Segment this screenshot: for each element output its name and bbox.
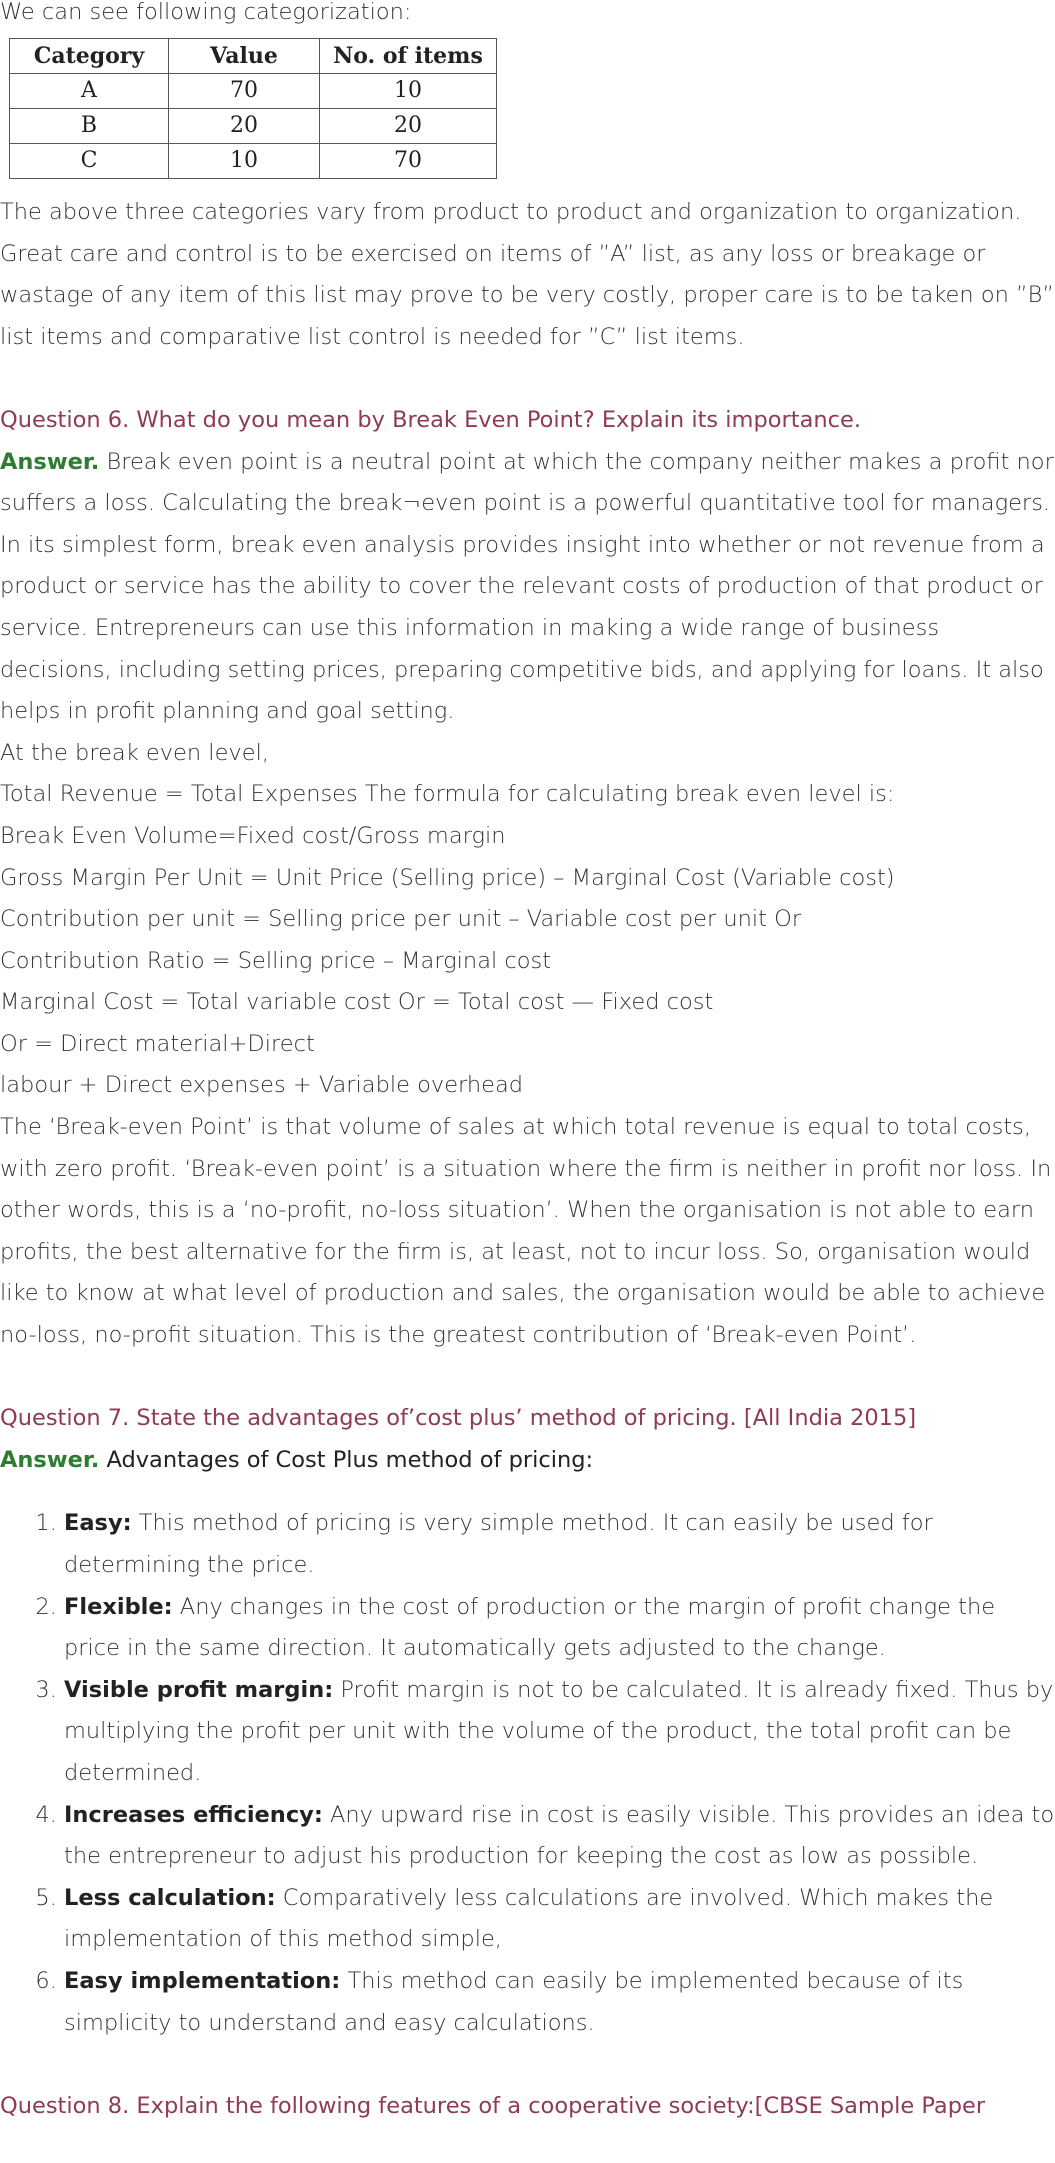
table-header-row [10,39,497,74]
list-item [64,1795,1055,1878]
header-no-of-items: No. of items [320,39,497,74]
question-8-heading: Question 8. Explain the following features of a cooperative society:[CBSE Sample Paper [0,2092,986,2119]
question-6-answer [0,442,1055,733]
formula-line: Break Even Volume=Fixed cost/Gross margin [0,822,506,849]
break-even-closing-paragraph: The ‘Break-even Point’ is that volume of sales at which total revenue is equal to total costs, with zero profit. ‘Break-even point’ is a situation where the firm is neither in profit nor loss. In other words, this is a ‘no-profit, no-loss situation’. When the organisation is not able to earn profits, the best alternative for the firm is, at least, not to incur loss. So, organisation would like to know at what level of production and sales, the organisation would be able to achieve no-loss, no-profit situation. This is the greatest contribution of ‘Break-even Point’. [0,1114,1052,1349]
formula-line: Contribution per unit = Selling price per unit – Variable cost per unit Or [0,906,802,933]
table-row [10,74,497,109]
spacer [0,358,1055,400]
list-item [64,1670,1055,1795]
formula-line: Or = Direct material+Direct [0,1030,315,1057]
list-item-text: This method can easily be implemented because of its simplicity to understand and easy calculations. [64,1967,964,2036]
category-table [9,38,497,179]
list-item-text: Any upward rise in cost is easily visible. This provides an idea to the entrepreneur to adjust his production for keeping the cost as low as possible. [64,1801,1055,1870]
list-item-text: Comparatively less calculations are involved. Which makes the implementation of this method simple, [64,1884,994,1953]
formula-line: Contribution Ratio = Selling price – Marginal cost [0,947,552,974]
formula-line: Marginal Cost = Total variable cost Or = Total cost — Fixed cost [0,989,714,1016]
list-item [64,1587,1055,1670]
header-value: Value [169,39,320,74]
formula-line: Gross Margin Per Unit = Unit Price (Selling price) – Marginal Cost (Variable cost) [0,864,895,891]
spacer [0,2044,1055,2086]
table-cell: 10 [169,144,320,179]
header-category: Category [10,39,169,74]
list-item-term: Visible profit margin: [64,1676,334,1703]
question-6-heading: Question 6. What do you mean by Break Even Point? Explain its importance. [0,406,861,433]
answer-label: Answer. [0,1446,100,1473]
formula-line: At the break even level, [0,739,269,766]
table-cell: C [10,144,169,179]
list-item-term: Easy: [64,1510,132,1537]
list-item-text: This method of pricing is very simple method. It can easily be used for determining the price. [64,1510,933,1578]
list-item-term: Flexible: [64,1593,173,1620]
table-row [10,109,497,144]
list-item [64,1503,1055,1586]
table-container [0,34,1055,192]
table-cell: B [10,109,169,144]
table-row [10,144,497,179]
list-item-text: Any changes in the cost of production or the margin of profit change the price in the same direction. It automatically gets adjusted to the change. [64,1593,996,1662]
question-7-answer [0,1440,1055,1482]
answer-label: Answer. [0,448,100,475]
table-cell: 70 [169,74,320,109]
formula-line: labour + Direct expenses + Variable overhead [0,1072,524,1099]
table-cell: 10 [320,74,497,109]
table-cell: A [10,74,169,109]
list-item-term: Less calculation: [64,1884,276,1911]
advantages-list [0,1503,1055,2044]
answer-text: Advantages of Cost Plus method of pricing: [99,1446,594,1473]
list-item [64,1961,1055,2044]
list-item-term: Easy implementation: [64,1967,341,1994]
categories-paragraph: The above three categories vary from product to product and organization to organization. Great care and control is to be exercised on items of ”A” list, as any loss or breakage or wastage of any item of this list may prove to be very costly, proper care is to be taken on ”B” list items and comparative list control is needed for ”C” list items. [0,199,1055,350]
list-item-term: Increases efficiency: [64,1801,323,1828]
list-item-text: Profit margin is not to be calculated. It is already fixed. Thus by multiplying the profit per unit with the volume of the product, the total profit can be determined. [64,1676,1054,1786]
question-7-heading: Question 7. State the advantages of’cost plus’ method of pricing. [All India 2015] [0,1405,917,1432]
formula-line: Total Revenue = Total Expenses The formula for calculating break even level is: [0,781,895,808]
table-cell: 20 [169,109,320,144]
table-cell: 20 [320,109,497,144]
table-cell: 70 [320,144,497,179]
intro-text: We can see following categorization: [0,0,412,25]
spacer [0,1357,1055,1399]
answer-text: Break even point is a neutral point at which the company neither makes a profit nor suffers a loss. Calculating the break¬even point is a powerful quantitative tool for managers. In its simplest form, break even analysis provides insight into whether or not revenue from a product or service has the ability to cover the relevant costs of production of that product or service. Entrepreneurs can use this information in making a wide range of business decisions, including setting prices, preparing competitive bids, and applying for loans. It also helps in profit planning and goal setting. [0,448,1054,725]
list-item [64,1878,1055,1961]
